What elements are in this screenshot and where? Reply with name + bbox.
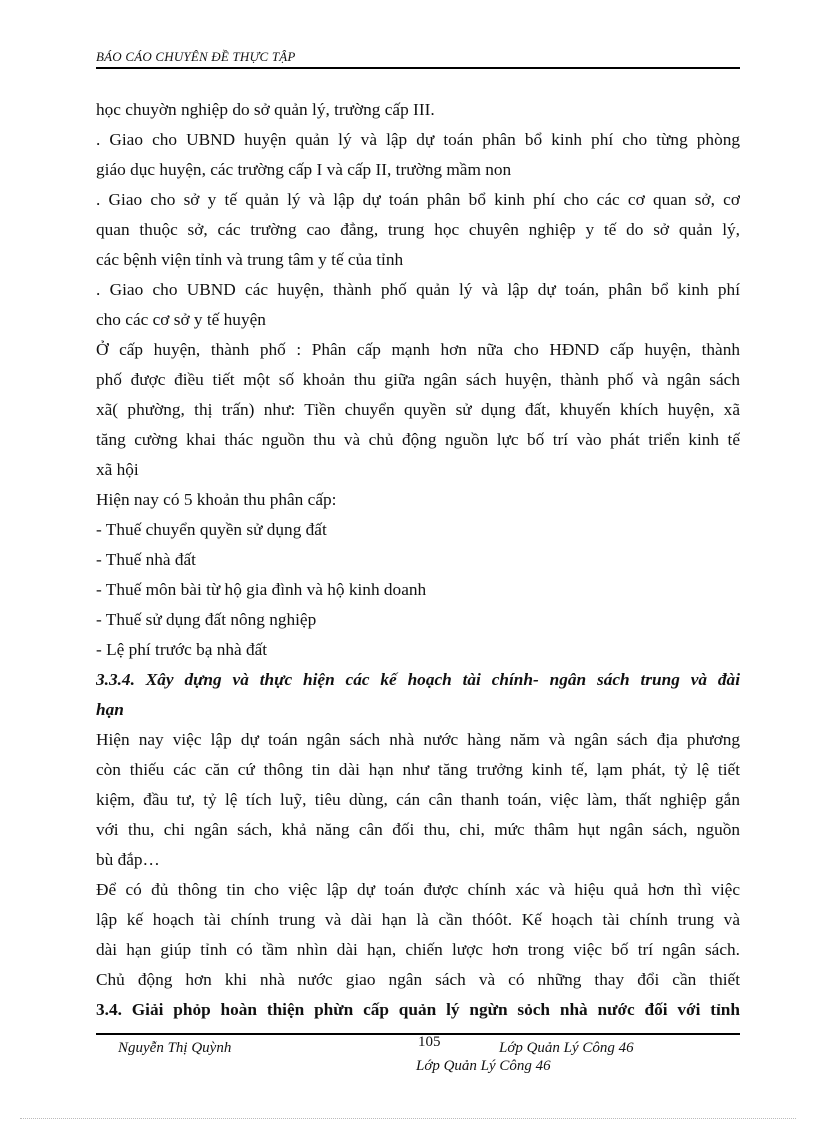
- paragraph-line: phố được điều tiết một số khoản thu giữa ngân sách huyện, thành phố và ngân sách: [96, 370, 740, 389]
- paragraph-line: Chủ động hơn khi nhà nước giao ngân sách và có những thay đổi cần thiết: [96, 970, 740, 989]
- paragraph-line: bù đắp…: [96, 850, 160, 869]
- paragraph-line: kiệm, đầu tư, tỷ lệ tích luỹ, tiêu dùng, cán cân thanh toán, việc làm, thất nghiệp gắn: [96, 790, 740, 809]
- paragraph-line: Ở cấp huyện, thành phố : Phân cấp mạnh hơn nữa cho HĐND cấp huyện, thành: [96, 340, 740, 359]
- footer-class-right: Lớp Quản Lý Công 46: [499, 1040, 634, 1056]
- paragraph-line: - Thuế chuyển quyền sử dụng đất: [96, 520, 327, 539]
- paragraph-line: dài hạn giúp tỉnh có tầm nhìn dài hạn, chiến lược hơn trong việc bố trí ngân sách.: [96, 940, 740, 959]
- paragraph-line: - Thuế sử dụng đất nông nghiệp: [96, 610, 317, 629]
- paragraph-line: . Giao cho UBND các huyện, thành phố quản lý và lập dự toán, phân bổ kinh phí: [96, 280, 740, 299]
- page-bottom-edge: [20, 1118, 796, 1119]
- body-text: [96, 95, 740, 1025]
- paragraph-line: Hiện nay có 5 khoản thu phân cấp:: [96, 490, 337, 509]
- paragraph-line: giáo dục huyện, các trường cấp I và cấp II, trường mầm non: [96, 160, 512, 179]
- paragraph-line: . Giao cho sở y tế quản lý và lập dự toán phân bổ kinh phí cho các cơ quan sở, cơ: [96, 190, 740, 209]
- section-heading-line: hạn: [96, 700, 124, 719]
- paragraph-line: còn thiếu các căn cứ thông tin dài hạn như tăng trưởng kinh tế, lạm phát, tỷ lệ tiết: [96, 760, 740, 779]
- paragraph-line: - Lệ phí trước bạ nhà đất: [96, 640, 268, 659]
- footer-page-number: 105: [418, 1034, 441, 1050]
- footer-author: Nguyễn Thị Quỳnh: [118, 1040, 232, 1056]
- header-divider: [96, 67, 740, 69]
- paragraph-line: lập kế hoạch tài chính trung và dài hạn là cần thóôt. Kế hoạch tài chính trung và: [96, 910, 740, 929]
- paragraph-line: xã( phường, thị trấn) như: Tiền chuyển quyền sử dụng đất, khuyến khích huyện, xã: [96, 400, 740, 419]
- paragraph-line: tăng cường khai thác nguồn thu và chủ động nguồn lực bố trí vào phát triển kinh tế: [96, 430, 740, 449]
- paragraph-line: . Giao cho UBND huyện quản lý và lập dự toán phân bổ kinh phí cho từng phòng: [96, 130, 740, 149]
- paragraph-line: quan thuộc sở, các trường cao đẳng, trung học chuyên nghiệp y tế do sở quản lý,: [96, 220, 740, 239]
- paragraph-line: học chuyờn nghiệp do sở quản lý, trường cấp III.: [96, 100, 435, 119]
- paragraph-line: cho các cơ sở y tế huyện: [96, 310, 266, 329]
- paragraph-line: với thu, chi ngân sách, khả năng cân đối thu, chi, mức thâm hụt ngân sách, nguồn: [96, 820, 740, 839]
- paragraph-line: - Thuế nhà đất: [96, 550, 196, 569]
- paragraph-line: Hiện nay việc lập dự toán ngân sách nhà nước hàng năm và ngân sách địa phương: [96, 730, 740, 749]
- paragraph-line: - Thuế môn bài từ hộ gia đình và hộ kinh doanh: [96, 580, 427, 599]
- paragraph-line: Để có đủ thông tin cho việc lập dự toán được chính xác và hiệu quả hơn thì việc: [96, 880, 740, 899]
- paragraph-line: xã hội: [96, 460, 139, 479]
- section-heading-line: 3.3.4. Xây dựng và thực hiện các kế hoạch tài chính- ngân sách trung và đài: [96, 670, 740, 689]
- paragraph-line: các bệnh viện tỉnh và trung tâm y tế của tỉnh: [96, 250, 404, 269]
- page-header-title: BÁO CÁO CHUYÊN ĐỀ THỰC TẬP: [96, 49, 296, 64]
- footer-class-below: Lớp Quản Lý Công 46: [416, 1058, 551, 1074]
- section-title-line: 3.4. Giải phỏp hoàn thiện phừn cấp quản lý ngừn sỏch nhà nước đối với tỉnh: [96, 1000, 740, 1019]
